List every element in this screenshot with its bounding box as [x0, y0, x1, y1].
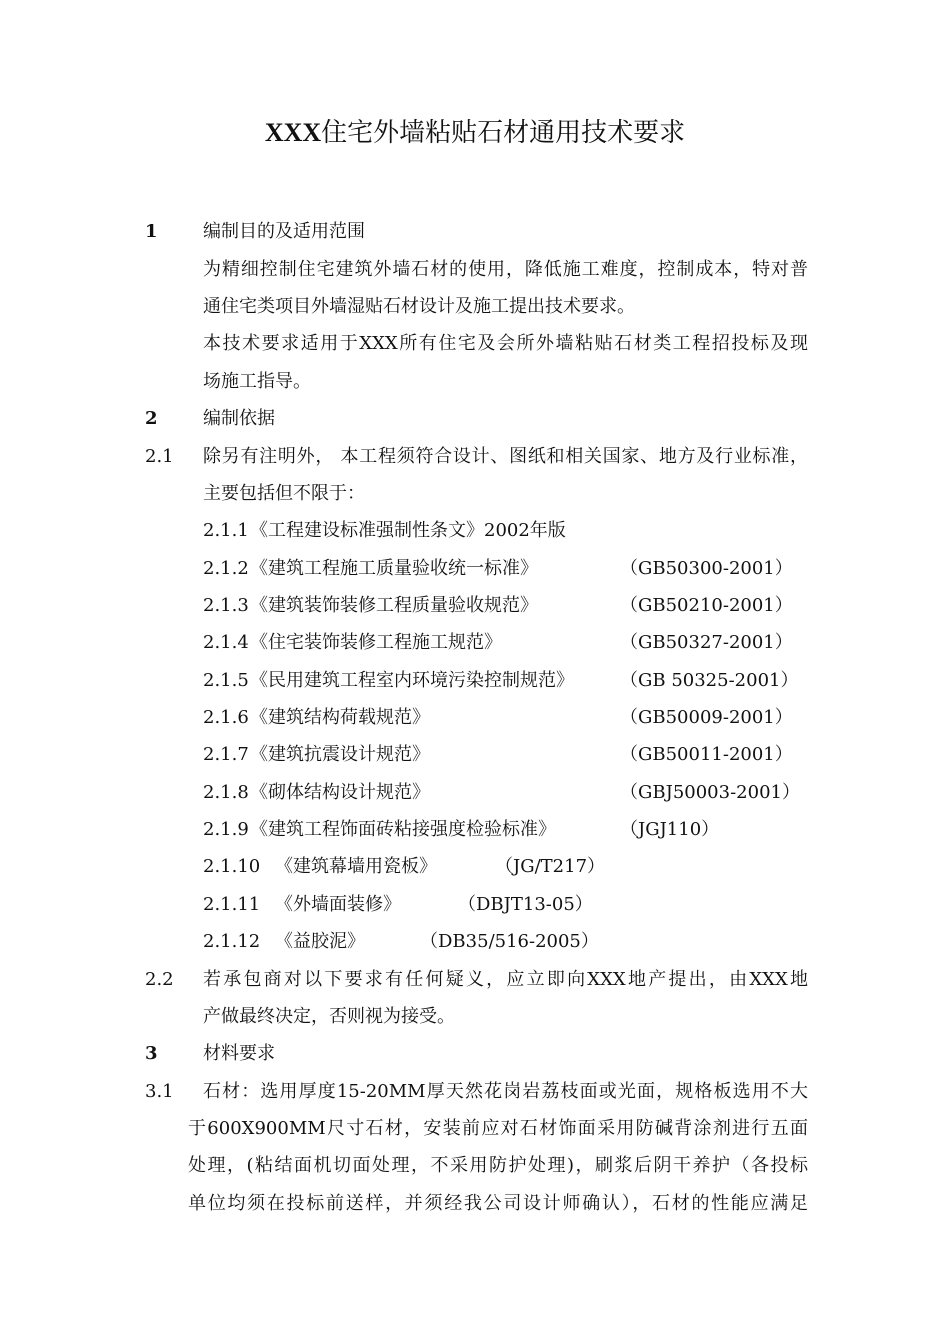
standard-number: 2.1.11 [203, 894, 261, 915]
standard-code: （GB50011-2001） [620, 744, 793, 765]
s31-line2: 于600X900MM尺寸石材，安装前应对石材饰面采用防碱背涂剂进行五面 [188, 1118, 808, 1139]
standard-name: 《住宅装饰装修工程施工规范》 [250, 632, 502, 653]
standard-name: 《工程建设标准强制性条文》2002年版 [250, 520, 566, 541]
s31-line1: 石材：选用厚度15-20MM厚天然花岗岩荔枝面或光面，规格板选用不大 [203, 1081, 808, 1102]
standard-code: （JG/T217） [495, 856, 606, 877]
section-3-1-number: 3.1 [145, 1081, 174, 1102]
standard-name: 《建筑抗震设计规范》 [250, 744, 430, 765]
title-main: 住宅外墙粘贴石材通用技术要求 [321, 118, 686, 148]
s1-para2-line1: 本技术要求适用于XXX所有住宅及会所外墙粘贴石材类工程招投标及现 [203, 333, 808, 354]
s1-para1-line2: 通住宅类项目外墙湿贴石材设计及施工提出技术要求。 [203, 296, 635, 317]
standard-number: 2.1.2 [203, 558, 249, 579]
standard-name: 《建筑工程施工质量验收统一标准》 [250, 558, 538, 579]
title-prefix: XXX [264, 118, 322, 147]
standard-code: （DB35/516-2005） [420, 931, 599, 952]
standard-number: 2.1.9 [203, 819, 249, 840]
standard-code: （JGJ110） [620, 819, 720, 840]
standard-name: 《砌体结构设计规范》 [250, 782, 430, 803]
standard-name: 《民用建筑工程室内环境污染控制规范》 [250, 670, 574, 691]
section-2-1-number: 2.1 [145, 446, 174, 467]
s1-para2-line2: 场施工指导。 [203, 371, 311, 392]
standard-number: 2.1.1 [203, 520, 249, 541]
s22-line2: 产做最终决定，否则视为接受。 [203, 1006, 455, 1027]
section-1-number: 1 [145, 221, 158, 242]
section-1-heading: 编制目的及适用范围 [203, 221, 365, 242]
s22-line1: 若承包商对以下要求有任何疑义，应立即向XXX地产提出，由XXX地 [203, 969, 808, 990]
section-3-number: 3 [145, 1043, 158, 1064]
standard-name: 《建筑结构荷载规范》 [250, 707, 430, 728]
section-3-heading: 材料要求 [203, 1043, 275, 1064]
standard-code: （GB 50325-2001） [620, 670, 799, 691]
s21-line1: 除另有注明外， 本工程须符合设计、图纸和相关国家、地方及行业标准， [203, 446, 808, 467]
section-2-heading: 编制依据 [203, 408, 275, 429]
standard-name: 《建筑装饰装修工程质量验收规范》 [250, 595, 538, 616]
document-title [0, 115, 950, 151]
standard-number: 2.1.6 [203, 707, 249, 728]
section-2-2-number: 2.2 [145, 969, 174, 990]
s1-para1-line1: 为精细控制住宅建筑外墙石材的使用，降低施工难度，控制成本，特对普 [203, 259, 808, 280]
standard-name: 《益胶泥》 [275, 931, 365, 952]
standard-code: （DBJT13-05） [458, 894, 593, 915]
s31-line3: 处理，(粘结面机切面处理，不采用防护处理)，刷浆后阴干养护（各投标 [188, 1155, 808, 1176]
standard-code: （GB50210-2001） [620, 595, 793, 616]
standard-name: 《外墙面装修》 [275, 894, 401, 915]
standard-code: （GB50327-2001） [620, 632, 793, 653]
standard-number: 2.1.3 [203, 595, 249, 616]
standard-number: 2.1.12 [203, 931, 261, 952]
standard-name: 《建筑幕墙用瓷板》 [275, 856, 437, 877]
standard-number: 2.1.4 [203, 632, 249, 653]
standard-code: （GB50300-2001） [620, 558, 793, 579]
standard-code: （GB50009-2001） [620, 707, 793, 728]
s31-line4: 单位均须在投标前送样，并须经我公司设计师确认），石材的性能应满足 [188, 1193, 808, 1214]
standard-number: 2.1.5 [203, 670, 249, 691]
standard-number: 2.1.10 [203, 856, 261, 877]
standard-name: 《建筑工程饰面砖粘接强度检验标准》 [250, 819, 556, 840]
standard-number: 2.1.8 [203, 782, 249, 803]
s21-line2: 主要包括但不限于： [203, 483, 365, 504]
standard-number: 2.1.7 [203, 744, 249, 765]
section-2-number: 2 [145, 408, 158, 429]
standard-code: （GBJ50003-2001） [620, 782, 800, 803]
